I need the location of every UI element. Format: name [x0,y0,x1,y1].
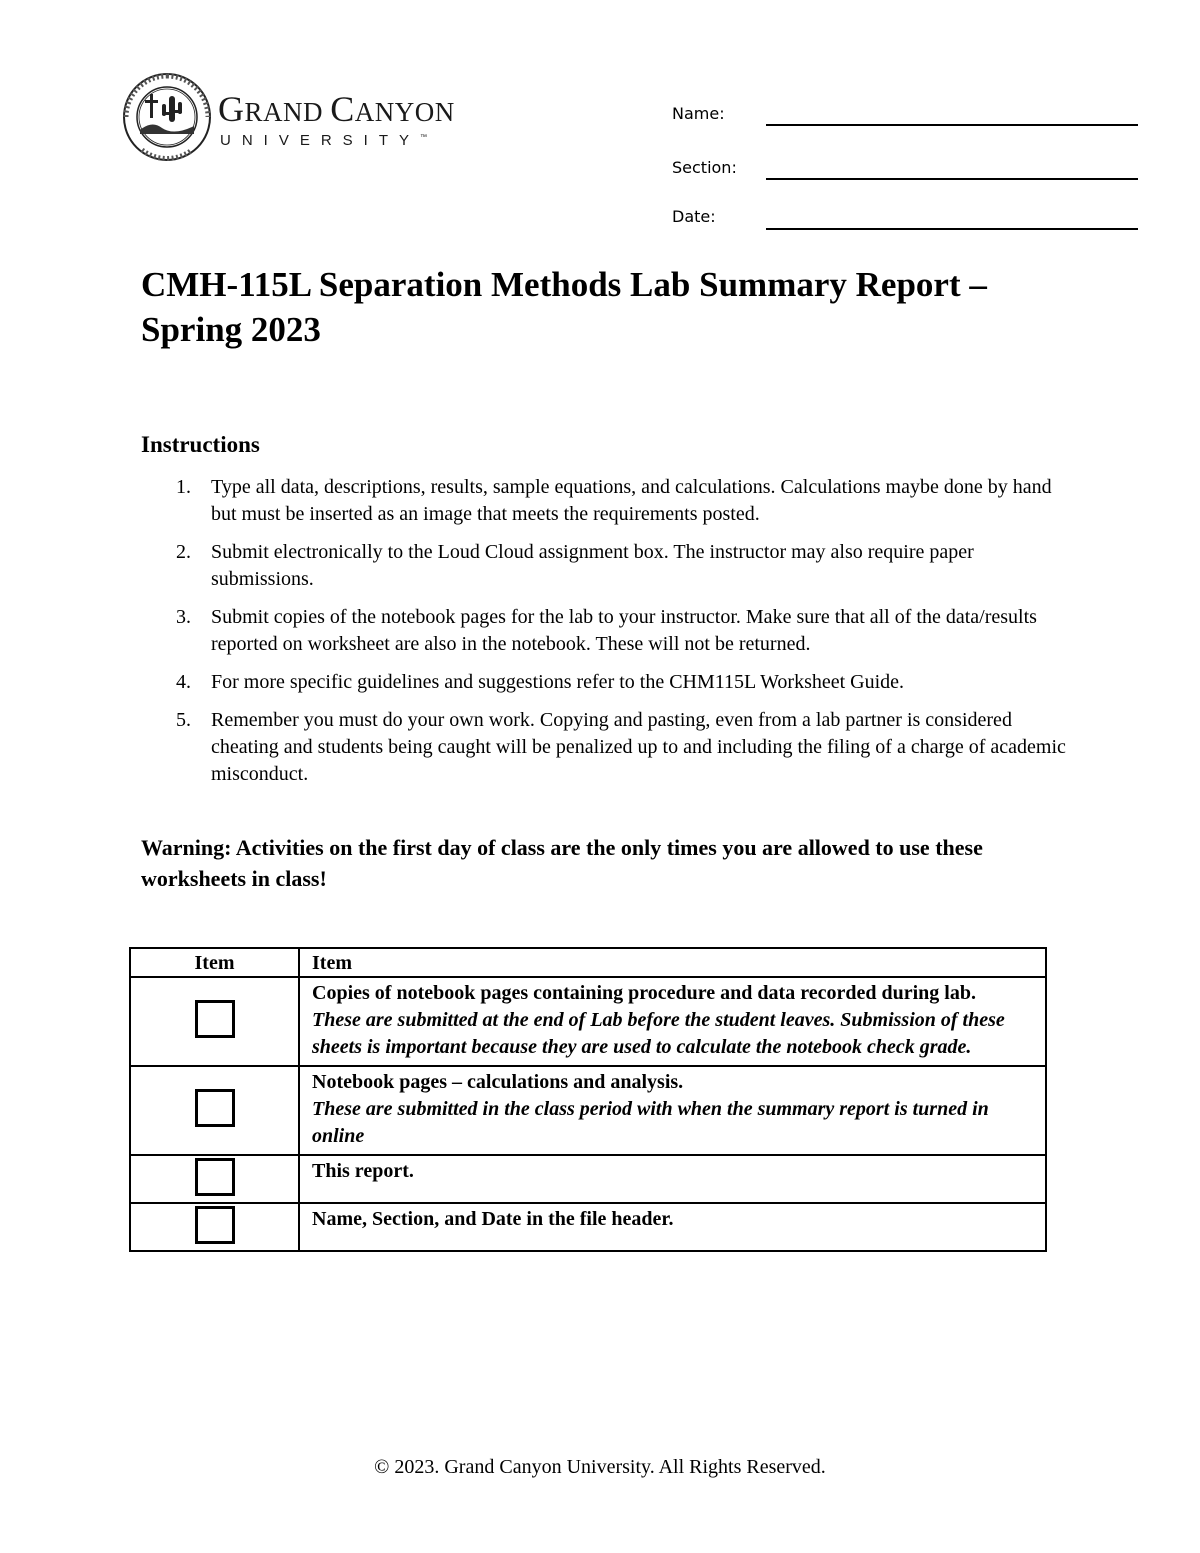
table-row [130,1155,1046,1203]
table-row [130,1203,1046,1251]
list-item: 4. For more specific guidelines and suggestions refer to the CHM115L Worksheet Guide. [176,671,905,693]
checkbox-cell [130,1066,299,1155]
warning-text: Warning: Activities on the first day of class are the only times you are allowed to use these worksheets in class! [141,835,983,891]
date-label: Date: [672,207,716,226]
checkbox-cell [130,977,299,1066]
checkbox[interactable] [195,1206,235,1244]
checkbox[interactable] [195,1089,235,1127]
checkbox[interactable] [195,1158,235,1196]
checkbox-cell [130,1155,299,1203]
list-item: 2. Submit electronically to the Loud Cloud assignment box. The instructor may also require paper submissions. [176,541,974,590]
checkbox-cell [130,1203,299,1251]
item-cell [299,1066,1046,1155]
column-header: Item [299,948,1046,977]
date-field[interactable] [766,228,1138,230]
copyright-footer: © 2023. Grand Canyon University. All Rights Reserved. [374,1456,826,1478]
item-cell [299,1155,1046,1203]
university-seal-icon [122,72,212,162]
section-field[interactable] [766,178,1138,180]
list-item: 5. Remember you must do your own work. Copying and pasting, even from a lab partner is considered cheating and students being caught will be penalized up to and including the filing of a charge of academic misconduct. [176,709,1066,785]
item-cell [299,977,1046,1066]
name-label: Name: [672,104,725,123]
table-row [130,977,1046,1066]
logo-subword: UNIVERSITY™ [220,132,428,149]
section-label: Section: [672,158,737,177]
instructions-list [141,474,1071,799]
list-item: 3. Submit copies of the notebook pages for the lab to your instructor. Make sure that all of the data/results reported on worksheet are also in the notebook. These will not be returned. [176,606,1037,655]
logo-wordmark: GRAND CANYON [218,89,455,129]
column-header: Item [130,948,299,977]
item-cell [299,1203,1046,1251]
page-title: CMH-115L Separation Methods Lab Summary Report – Spring 2023 [141,265,987,349]
list-item: 1. Type all data, descriptions, results, sample equations, and calculations. Calculations maybe done by hand but must be inserted as an image that meets the requirements posted. [176,476,1052,525]
item-main-text: This report. [312,1160,414,1182]
instructions-heading: Instructions [141,432,260,457]
item-note-text: These are submitted in the class period with when the summary report is turned in online [312,1098,989,1147]
table-row [130,1066,1046,1155]
university-logo [122,72,522,162]
name-field[interactable] [766,124,1138,126]
submission-checklist-table [129,947,1047,1252]
item-note-text: These are submitted at the end of Lab before the student leaves. Submission of these sheets is important because they are used to calculate the notebook check grade. [312,1009,1005,1058]
checkbox[interactable] [195,1000,235,1038]
item-main-text: Notebook pages – calculations and analysis. [312,1071,684,1093]
table-header-row [130,948,1046,977]
item-main-text: Name, Section, and Date in the file header. [312,1208,674,1230]
item-main-text: Copies of notebook pages containing procedure and data recorded during lab. [312,982,976,1004]
